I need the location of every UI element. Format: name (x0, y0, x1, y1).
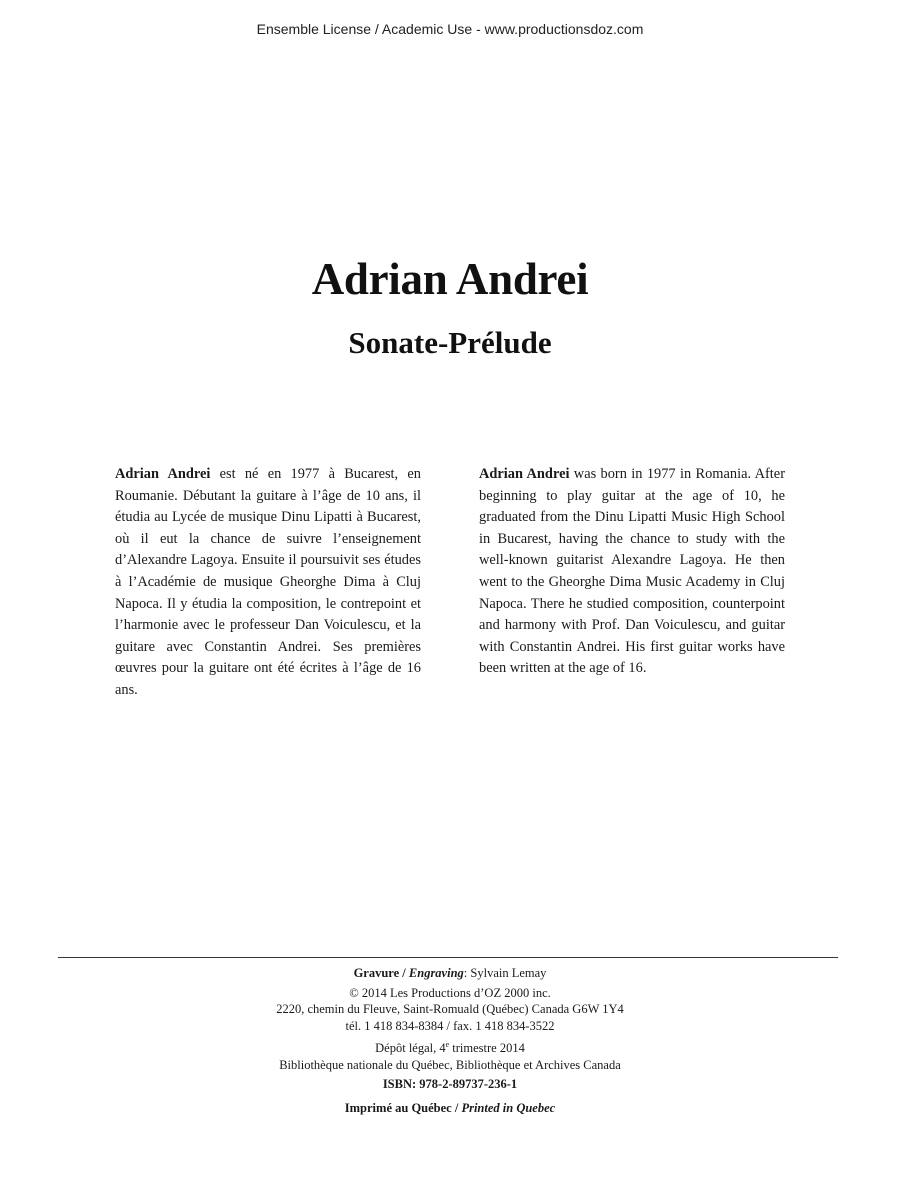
printed-in: Imprimé au Québec / Printed in Quebec (344, 1100, 556, 1115)
copyright-line: © 2014 Les Productions d’OZ 2000 inc. (349, 985, 551, 1000)
engraving-label-en: Engraving (408, 966, 464, 980)
work-title: Sonate-Prélude (348, 325, 552, 360)
publisher-phone: tél. 1 418 834-8384 / fax. 1 418 834-3522 (345, 1018, 555, 1033)
isbn: ISBN: 978-2-89737-236-1 (382, 1077, 518, 1092)
publisher-address: 2220, chemin du Fleuve, Saint-Romuald (Québec) Canada G6W 1Y4 (276, 1002, 624, 1016)
colophon (0, 965, 900, 1116)
biography-english (479, 464, 785, 680)
composer-name: Adrian Andrei (311, 254, 589, 304)
engraving-credit (0, 965, 900, 982)
footer-divider (58, 957, 838, 958)
engraving-label-fr: Gravure / (353, 966, 409, 980)
biography-english-name: Adrian Andrei (479, 466, 570, 482)
libraries-line: Bibliothèque nationale du Québec, Bibliothèque et Archives Canada (279, 1057, 621, 1072)
biography-french-text: est né en 1977 à Bucarest, en Roumanie. Débutant la guitare à l’âge de 10 ans, il étudia au Lycée de musique Dinu Lipatti à Bucarest, où il eut la chance de suivre l’enseignement d’Alexandre Lagoya. Ensuite il poursuivit ses études à l’Académie de musique Gheorghe Dima à Cluj Napoca. Il y étudia la composition, le contrepoint et l’harmonie avec le professeur Dan Voiculescu, et la guitare avec Constantin Andrei. Ses premières œuvres pour la guitare ont été écrites à l’âge de 16 ans. (115, 466, 421, 698)
biography-english-text: was born in 1977 in Romania. After beginning to play guitar at the age of 10, he graduated from the Dinu Lipatti Music High School in Bucarest, having the chance to study with the well-known guitarist Alexandre Lagoya. He then went to the Gheorghe Dima Music Academy in Cluj Napoca. There he studied composition, counterpoint and harmony with Prof. Dan Voiculescu, and guitar with Constantin Andrei. His first guitar works have been written at the age of 16. (479, 466, 785, 677)
biography-french (115, 464, 421, 702)
legal-deposit: Dépôt légal, 4e trimestre 2014 (375, 1040, 525, 1056)
engraver-name: : Sylvain Lemay (463, 966, 547, 980)
license-header: Ensemble License / Academic Use - www.productionsdoz.com (256, 21, 644, 37)
biography-french-name: Adrian Andrei (115, 466, 211, 482)
